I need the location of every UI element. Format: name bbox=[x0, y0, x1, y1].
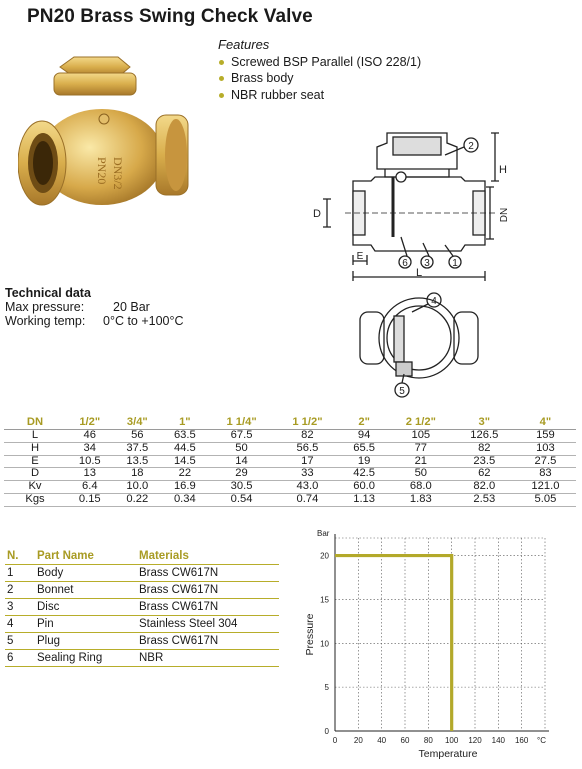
table-cell: Body bbox=[35, 565, 137, 582]
table-cell: 13 bbox=[66, 468, 114, 481]
table-cell: 2 bbox=[5, 582, 35, 599]
temp-value: 0°C to +100°C bbox=[103, 314, 184, 328]
y-tick-label: 20 bbox=[320, 551, 329, 561]
table-cell: 1 bbox=[5, 565, 35, 582]
table-cell: 50 bbox=[388, 468, 454, 481]
table-cell: 82 bbox=[454, 442, 515, 455]
table-cell: Brass CW617N bbox=[137, 599, 279, 616]
y-axis-title: Pressure bbox=[304, 613, 316, 656]
x-tick-label: 140 bbox=[491, 736, 506, 745]
table-cell: 2.53 bbox=[454, 493, 515, 506]
page-title: PN20 Brass Swing Check Valve bbox=[27, 6, 313, 27]
callout-2: 2 bbox=[468, 141, 474, 152]
table-cell: 1.83 bbox=[388, 493, 454, 506]
x-tick-label: 100 bbox=[444, 736, 459, 745]
table-cell: 62 bbox=[454, 468, 515, 481]
table-header-row bbox=[4, 415, 576, 430]
table-row bbox=[4, 430, 576, 443]
table-cell: 6.4 bbox=[66, 481, 114, 494]
header-cell: 3/4" bbox=[114, 415, 162, 430]
x-tick-label: 60 bbox=[400, 736, 410, 745]
header-cell: 1/2" bbox=[66, 415, 114, 430]
table-cell: 16.9 bbox=[161, 481, 209, 494]
valve-top-view-drawing bbox=[350, 290, 490, 402]
table-row bbox=[4, 493, 576, 506]
table-cell: 37.5 bbox=[114, 442, 162, 455]
table-cell: Brass CW617N bbox=[137, 633, 279, 650]
header-cell: 1 1/2" bbox=[274, 415, 340, 430]
table-row bbox=[4, 455, 576, 468]
table-cell: 6 bbox=[5, 650, 35, 667]
dim-label-e: E bbox=[356, 251, 364, 262]
table-cell: 105 bbox=[388, 430, 454, 443]
table-row bbox=[5, 633, 279, 650]
valve-section-drawing bbox=[305, 125, 520, 285]
table-cell: 43.0 bbox=[274, 481, 340, 494]
dim-label-h: H bbox=[499, 164, 507, 176]
parts-table bbox=[5, 548, 279, 667]
table-cell: 34 bbox=[66, 442, 114, 455]
table-cell: 30.5 bbox=[209, 481, 275, 494]
table-cell: 0.74 bbox=[274, 493, 340, 506]
table-cell: NBR bbox=[137, 650, 279, 667]
table-cell: 82.0 bbox=[454, 481, 515, 494]
y-tick-label: 0 bbox=[324, 727, 329, 736]
table-cell: 83 bbox=[515, 468, 576, 481]
table-cell: Brass CW617N bbox=[137, 582, 279, 599]
table-row bbox=[4, 481, 576, 494]
dim-label-dn: DN bbox=[499, 207, 510, 223]
pressure-value: 20 Bar bbox=[113, 300, 150, 314]
table-cell: 29 bbox=[209, 468, 275, 481]
temp-label: Working temp: bbox=[5, 314, 86, 328]
header-cell: 2 1/2" bbox=[388, 415, 454, 430]
table-header-row bbox=[5, 548, 279, 565]
table-row bbox=[5, 582, 279, 599]
table-row bbox=[5, 599, 279, 616]
table-cell: 19 bbox=[340, 455, 388, 468]
technical-heading: Technical data bbox=[5, 286, 91, 300]
table-cell: 65.5 bbox=[340, 442, 388, 455]
header-cell: 2" bbox=[340, 415, 388, 430]
features-list bbox=[218, 37, 421, 103]
x-tick-label: 0 bbox=[332, 736, 338, 745]
header-cell: 4" bbox=[515, 415, 576, 430]
callout-6: 6 bbox=[402, 258, 408, 269]
table-cell: Disc bbox=[35, 599, 137, 616]
svg-text:DN3/2: DN3/2 bbox=[111, 157, 125, 190]
dim-label-l: L bbox=[415, 267, 423, 279]
header-cell: 3" bbox=[454, 415, 515, 430]
table-cell: 159 bbox=[515, 430, 576, 443]
x-axis-title: Temperature bbox=[418, 748, 478, 760]
callout-3: 3 bbox=[424, 258, 430, 269]
pressure-label: Max pressure: bbox=[5, 300, 85, 314]
header-cell: 1 1/4" bbox=[209, 415, 275, 430]
x-tick-label: 40 bbox=[377, 736, 387, 745]
table-row bbox=[5, 616, 279, 633]
header-cell: Materials bbox=[137, 548, 279, 565]
table-cell: 50 bbox=[209, 442, 275, 455]
table-cell: Pin bbox=[35, 616, 137, 633]
table-cell: Brass CW617N bbox=[137, 565, 279, 582]
product-photo bbox=[18, 45, 196, 210]
table-cell: Bonnet bbox=[35, 582, 137, 599]
table-cell: Plug bbox=[35, 633, 137, 650]
callout-4: 4 bbox=[431, 296, 437, 307]
table-cell: 94 bbox=[340, 430, 388, 443]
table-cell: 23.5 bbox=[454, 455, 515, 468]
table-cell: 103 bbox=[515, 442, 576, 455]
table-cell: 33 bbox=[274, 468, 340, 481]
table-cell: L bbox=[4, 430, 66, 443]
table-cell: 46 bbox=[66, 430, 114, 443]
table-cell: E bbox=[4, 455, 66, 468]
table-cell: 0.15 bbox=[66, 493, 114, 506]
dimensions-table bbox=[4, 415, 576, 507]
y-tick-label: 10 bbox=[320, 639, 329, 649]
table-cell: 42.5 bbox=[340, 468, 388, 481]
table-cell: 27.5 bbox=[515, 455, 576, 468]
table-cell: 18 bbox=[114, 468, 162, 481]
y-tick-label: 15 bbox=[320, 595, 329, 605]
table-cell: Kgs bbox=[4, 493, 66, 506]
table-cell: 13.5 bbox=[114, 455, 162, 468]
table-cell: 0.22 bbox=[114, 493, 162, 506]
callout-5: 5 bbox=[399, 386, 405, 397]
feature-item: Brass body bbox=[218, 70, 421, 87]
svg-text:PN20: PN20 bbox=[95, 157, 109, 185]
x-tick-label: 120 bbox=[468, 736, 482, 745]
x-tick-label: 160 bbox=[514, 736, 529, 745]
table-cell: 0.34 bbox=[161, 493, 209, 506]
x-tick-label: 20 bbox=[353, 736, 363, 745]
table-cell: 21 bbox=[388, 455, 454, 468]
table-cell: 22 bbox=[161, 468, 209, 481]
table-row bbox=[4, 442, 576, 455]
table-cell: 0.54 bbox=[209, 493, 275, 506]
table-cell: 63.5 bbox=[161, 430, 209, 443]
table-cell: 5 bbox=[5, 633, 35, 650]
feature-item: Screwed BSP Parallel (ISO 228/1) bbox=[218, 54, 421, 71]
y-tick-label: 5 bbox=[324, 683, 329, 693]
table-cell: 67.5 bbox=[209, 430, 275, 443]
table-cell: 5.05 bbox=[515, 493, 576, 506]
feature-item: NBR rubber seat bbox=[218, 87, 421, 104]
header-cell: N. bbox=[5, 548, 35, 565]
table-cell: 77 bbox=[388, 442, 454, 455]
technical-data bbox=[5, 286, 184, 328]
table-row bbox=[5, 650, 279, 667]
table-cell: 82 bbox=[274, 430, 340, 443]
x-unit-label: °C bbox=[537, 736, 546, 745]
table-cell: 4 bbox=[5, 616, 35, 633]
table-cell: 60.0 bbox=[340, 481, 388, 494]
features-heading: Features bbox=[218, 37, 270, 52]
table-cell: 14 bbox=[209, 455, 275, 468]
x-tick-label: 80 bbox=[423, 736, 433, 745]
table-cell: 10.0 bbox=[114, 481, 162, 494]
table-cell: 44.5 bbox=[161, 442, 209, 455]
y-unit-label: Bar bbox=[317, 529, 330, 538]
callout-1: 1 bbox=[452, 258, 458, 269]
table-cell: 3 bbox=[5, 599, 35, 616]
header-cell: Part Name bbox=[35, 548, 137, 565]
pressure-temperature-chart bbox=[295, 528, 557, 766]
table-cell: D bbox=[4, 468, 66, 481]
table-cell: 126.5 bbox=[454, 430, 515, 443]
table-cell: 1.13 bbox=[340, 493, 388, 506]
table-cell: 56.5 bbox=[274, 442, 340, 455]
table-cell: Sealing Ring bbox=[35, 650, 137, 667]
table-cell: Kv bbox=[4, 481, 66, 494]
table-cell: 10.5 bbox=[66, 455, 114, 468]
table-cell: H bbox=[4, 442, 66, 455]
table-cell: 14.5 bbox=[161, 455, 209, 468]
table-cell: Stainless Steel 304 bbox=[137, 616, 279, 633]
table-cell: 121.0 bbox=[515, 481, 576, 494]
table-row bbox=[5, 565, 279, 582]
table-row bbox=[4, 468, 576, 481]
table-cell: 56 bbox=[114, 430, 162, 443]
header-cell: DN bbox=[4, 415, 66, 430]
table-cell: 17 bbox=[274, 455, 340, 468]
dim-label-d: D bbox=[313, 208, 321, 220]
table-cell: 68.0 bbox=[388, 481, 454, 494]
header-cell: 1" bbox=[161, 415, 209, 430]
